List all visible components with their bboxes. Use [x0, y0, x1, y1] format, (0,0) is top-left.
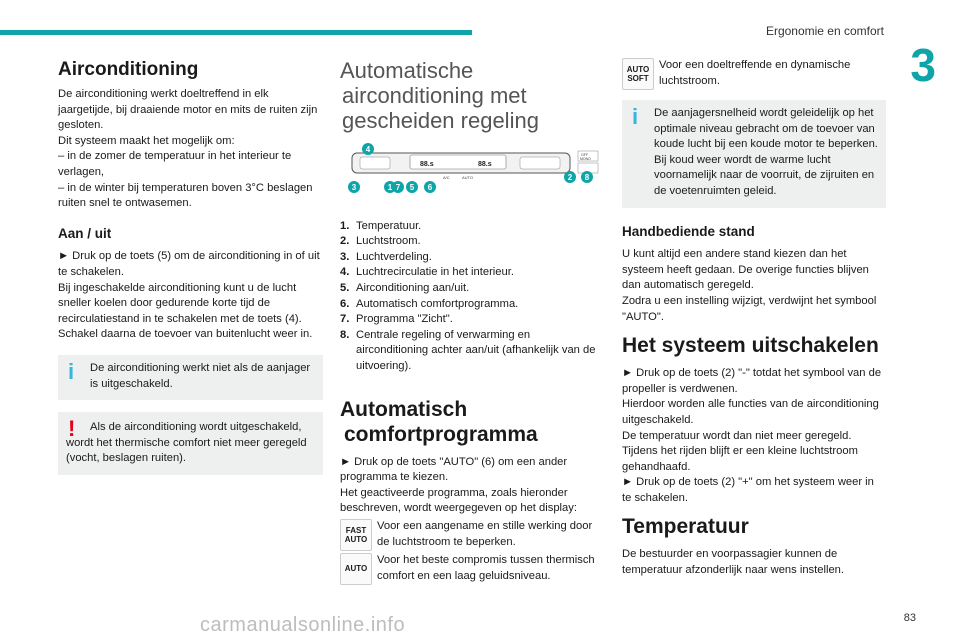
program-description: Voor een doeltreffende en dynamische luchtstroom.: [659, 59, 851, 87]
paragraph: Dit systeem maakt het mogelijk om:: [58, 134, 235, 147]
heading-line: gescheiden regeling: [342, 108, 539, 133]
panel-off-label: OFF: [581, 153, 588, 157]
paragraph: – in de winter bij temperaturen boven 3°C beslagen ruiten snel te ontwasemen.: [58, 181, 313, 210]
list-text: Luchtverdeling.: [356, 250, 432, 263]
program-fast: [340, 519, 602, 551]
climate-panel-illustration: [340, 143, 602, 195]
heading-uitschakelen: Het systeem uitschakelen: [622, 334, 879, 358]
column-3: [622, 56, 886, 579]
panel-temp-right: 88.s: [478, 161, 492, 168]
heading-airconditioning: Airconditioning: [58, 59, 199, 80]
list-number: 1.: [340, 219, 350, 232]
page-number: 83: [903, 612, 916, 624]
heading-line: Automatische: [340, 58, 474, 83]
info-icon: i: [68, 358, 75, 384]
paragraph: ► Druk op de toets (2) "+" om het systeem weer in te schakelen.: [622, 476, 874, 504]
list-number: 5.: [340, 281, 350, 294]
heading-auto-comfort: [340, 397, 602, 447]
callout-number: 2: [567, 173, 573, 182]
info-note: [622, 100, 886, 208]
note-text: Als de airconditioning wordt uitgeschakeld,: [90, 421, 302, 434]
list-number: 8.: [340, 328, 350, 341]
list-text: Programma "Zicht".: [356, 313, 453, 326]
panel-temp-left: 88.s: [420, 161, 434, 168]
info-icon: i: [632, 104, 639, 129]
list-text: Airconditioning aan/uit.: [356, 281, 470, 294]
paragraph: – in de zomer de temperatuur in het interieur te verlagen,: [58, 150, 292, 178]
callout-number: 7: [395, 183, 401, 192]
info-note: [58, 355, 323, 400]
paragraph: De temperatuur wordt dan niet meer geregeld.: [622, 429, 852, 442]
paragraph: Bij ingeschakelde airconditioning kunt u de lucht sneller koelen door gedurende korte tijd de recirculatiestand in te schakelen met de toets (4). Schakel daarna de toevoer van buitenlucht weer in.: [58, 281, 313, 341]
list-text: Luchtstroom.: [356, 235, 421, 248]
callout-number: 4: [365, 145, 371, 154]
list-number: 6.: [340, 297, 350, 310]
heading-aan-uit: Aan / uit: [58, 225, 112, 241]
column-1: [58, 56, 323, 475]
note-text: De airconditioning werkt niet als de aanjager is uitgeschakeld.: [90, 361, 311, 390]
program-description: Voor een aangename en stille werking door de luchtstroom te beperken.: [377, 519, 593, 548]
list-item: [340, 281, 602, 297]
panel-ac-label: A/C: [443, 175, 450, 180]
program-description: Voor het beste compromis tussen thermisch comfort en een laag geluidsniveau.: [377, 553, 595, 582]
paragraph: De airconditioning werkt doeltreffend in elk jaargetijde, bij draaiende motor en mits de ruiten zijn gesloten.: [58, 88, 318, 132]
list-item: [340, 328, 602, 375]
warning-note: [58, 412, 323, 475]
list-item: [340, 312, 602, 328]
paragraph: De bestuurder en voorpassagier kunnen de temperatuur afzonderlijk naar wens instellen.: [622, 548, 845, 577]
list-text: Automatisch comfortprogramma.: [356, 297, 519, 310]
callout-number: 6: [427, 183, 433, 192]
list-text: Centrale regeling of verwarming en airconditioning achter aan/uit (afhankelijk van de uitvoering).: [356, 328, 596, 372]
paragraph: U kunt altijd een andere stand kiezen dan het systeem heeft gedaan. De overige functies blijven dan automatisch geregeld.: [622, 248, 869, 292]
list-number: 4.: [340, 266, 350, 279]
callout-number: 3: [351, 183, 357, 192]
column-2: [340, 56, 602, 585]
heading-line: Automatisch: [340, 397, 468, 421]
list-number: 2.: [340, 235, 350, 248]
note-text: wordt het thermische comfort niet meer geregeld (vocht, beslagen ruiten).: [66, 436, 307, 465]
heading-auto-aircon: [340, 58, 602, 133]
section-title: Ergonomie en comfort: [765, 24, 884, 38]
paragraph: Het geactiveerde programma, zoals hieronder beschreven, wordt weergegeven op het display:: [340, 486, 577, 515]
header-accent-bar: [0, 30, 472, 35]
warning-icon: !: [68, 416, 76, 442]
paragraph: Zodra u een instelling wijzigt, verdwijnt het symbool "AUTO".: [622, 294, 877, 323]
list-item: [340, 297, 602, 313]
list-number: 7.: [340, 313, 350, 326]
heading-temperatuur: Temperatuur: [622, 515, 749, 539]
list-text: Luchtrecirculatie in het interieur.: [356, 266, 514, 279]
heading-line: airconditioning met: [342, 83, 527, 108]
panel-mono-label: MONO: [580, 157, 591, 161]
list-item: [340, 265, 602, 281]
program-soft: [622, 58, 886, 90]
paragraph: ► Druk op de toets (2) "-" totdat het symbool van de propeller is verdwenen.: [622, 367, 882, 395]
paragraph: ► Druk op de toets (5) om de airconditioning in of uit te schakelen.: [58, 250, 320, 278]
list-item: [340, 219, 602, 235]
heading-line: comfortprogramma: [344, 422, 538, 446]
watermark: carmanualsonline.info: [200, 614, 406, 636]
program-auto: [340, 553, 602, 585]
callout-number: 5: [409, 183, 415, 192]
chapter-number: 3: [910, 39, 936, 91]
callout-number: 1: [387, 183, 393, 192]
list-item: [340, 234, 602, 250]
fast-auto-badge: FAST AUTO: [340, 519, 372, 551]
list-text: Temperatuur.: [356, 219, 422, 232]
paragraph: Hierdoor worden alle functies van de airconditioning uitgeschakeld.: [622, 398, 879, 426]
list-number: 3.: [340, 250, 350, 263]
climate-panel-diagram: [340, 143, 602, 201]
callout-number: 8: [584, 173, 590, 182]
parts-list: [340, 219, 602, 375]
auto-badge: AUTO: [340, 553, 372, 585]
auto-soft-badge: AUTO SOFT: [622, 58, 654, 90]
panel-auto-label: AUTO: [462, 175, 474, 180]
heading-handbediende: Handbediende stand: [622, 223, 755, 239]
list-item: [340, 250, 602, 266]
paragraph: Tijdens het rijden blijft er een kleine luchtstroom gehandhaafd.: [622, 445, 858, 473]
note-text: De aanjagersnelheid wordt geleidelijk op het optimale niveau gebracht om de toevoer van koude lucht bij een koude motor te beperken. Bij koud weer wordt de warme lucht voornamelijk naar de voorruit, de zijruiten en de voetenruimten geleid.: [654, 107, 878, 197]
paragraph: ► Druk op de toets "AUTO" (6) om een ander programma te kiezen.: [340, 455, 568, 484]
